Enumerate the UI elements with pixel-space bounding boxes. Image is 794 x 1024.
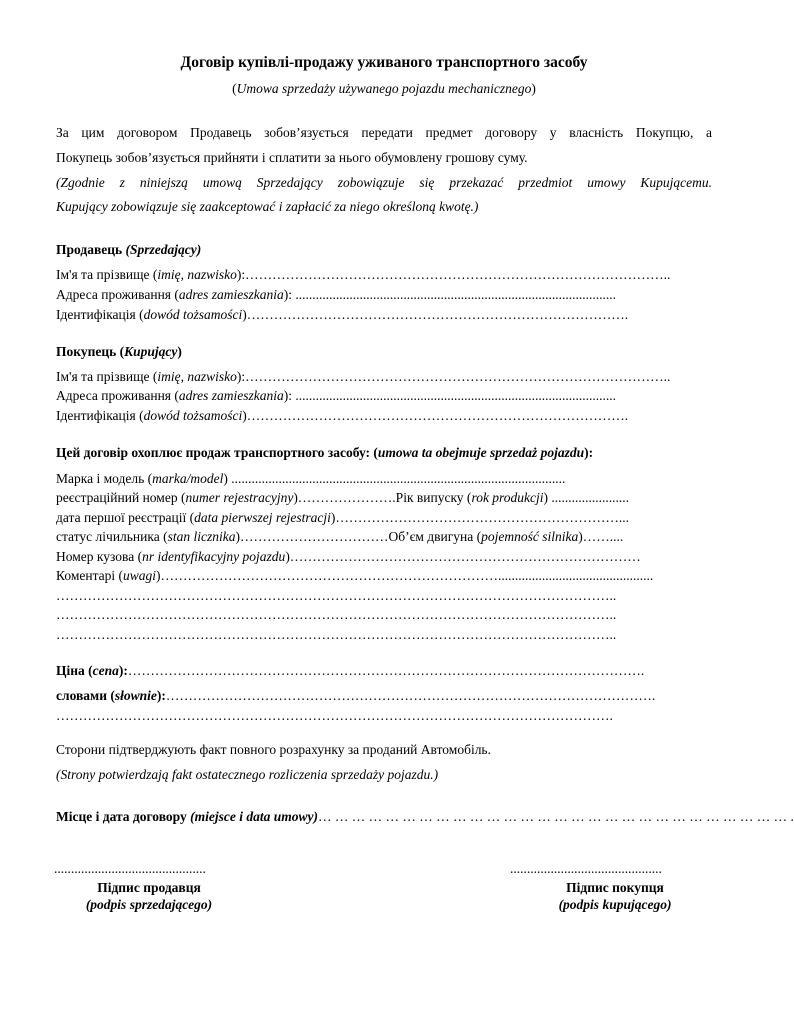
document-title: Договір купівлі-продажу уживаного транспортного засобу [180, 54, 588, 71]
buyer-id-field[interactable]: Ідентифікація (dowód tożsamości)…………………………………………………………………………. [56, 408, 629, 423]
buyer-signature-line[interactable]: ............................................. [510, 861, 662, 876]
price-blank-line[interactable]: ……………………………………………………………………………………………………………. [56, 708, 613, 723]
buyer-signature-label-pl: (podpis kupującego) [558, 897, 672, 912]
payment-confirmation-pl: (Strony potwierdzają fakt ostatecznego rozliczenia sprzedaży pojazdu.) [56, 767, 439, 782]
seller-signature-label-pl: (podpis sprzedającego) [85, 897, 213, 912]
seller-signature-block [54, 860, 244, 913]
notes-blank-line-2[interactable]: …………………………………………………………………………………………………………….. [56, 607, 617, 622]
buyer-heading: Покупець (Kupujący) [56, 344, 182, 359]
seller-id-field[interactable]: Ідентифікація (dowód tożsamości)…………………………………………………………………………. [56, 307, 629, 322]
vehicle-notes-field[interactable]: Коментарі (uwagi)………………………………………………………………….............................................. [56, 568, 654, 583]
vehicle-make-field[interactable]: Марка і модель (marka/model) ................................................................................................... [56, 471, 566, 486]
vehicle-first-registration-field[interactable]: дата першої реєстрації (data pierwszej rejestracji)………………………………………………………... [56, 510, 629, 525]
intro-pl-line-2: Kupujący zobowiązuje się zaakceptować i zapłacić za niego określoną kwotę.) [56, 199, 479, 214]
buyer-address-field[interactable]: Адреса проживання (adres zamieszkania): ............................................................................................... [56, 388, 617, 403]
vehicle-heading: Цей договір охоплює продаж транспортного засобу: (umowa ta obejmuje sprzedaż pojazdu): [56, 445, 594, 460]
seller-name-field[interactable]: Ім'я та прізвище (imię, nazwisko):………………………………………………………………………………….. [56, 267, 671, 282]
buyer-name-field[interactable]: Ім'я та прізвище (imię, nazwisko):………………………………………………………………………………….. [56, 369, 671, 384]
intro-line-2: Покупець зобов’язується прийняти і сплатити за нього обумовлену грошову суму. [56, 150, 528, 165]
notes-blank-line-1[interactable]: …………………………………………………………………………………………………………….. [56, 588, 617, 603]
buyer-signature-block [510, 860, 720, 913]
vehicle-vin-field[interactable]: Номер кузова (nr identyfikacyjny pojazdu)…………………………………………………………………… [56, 549, 641, 564]
seller-address-field[interactable]: Адреса проживання (adres zamieszkania): ............................................................................................... [56, 287, 617, 302]
payment-confirmation: Сторони підтверджують факт повного розрахунку за проданий Автомобіль. [56, 742, 491, 757]
seller-heading: Продавець (Sprzedający) [56, 242, 202, 257]
vehicle-odometer-engine-field[interactable]: статус лічильника (stan licznika)……………………………Об’єм двигуна (pojemność silnika)…….... [56, 529, 624, 544]
buyer-signature-label: Підпис покупця [566, 880, 664, 895]
place-date-field[interactable]: Місце і дата договору (miejsce i data umowy)… … … … … … … … … … … … … … … … … … … … … … … … … … … … . [56, 809, 794, 824]
intro-line-1: За цим договором Продавець зобов’язується передати предмет договору у власність Покупцю, а [56, 125, 712, 140]
intro-pl-line-1: (Zgodnie z niniejszą umową Sprzedający zobowiązuje się przekazać przedmiot umowy Kupującemu. [56, 175, 712, 190]
notes-blank-line-3[interactable]: …………………………………………………………………………………………………………….. [56, 627, 617, 642]
seller-signature-line[interactable]: ............................................. [54, 861, 206, 876]
document-subtitle: (Umowa sprzedaży używanego pojazdu mechanicznego) [232, 81, 536, 96]
price-words-field[interactable]: словами (słownie):………………………………………………………………………………………………. [56, 688, 656, 703]
seller-signature-label: Підпис продавця [97, 880, 201, 895]
price-field[interactable]: Ціна (cena):……………………………………………………………………………………………………. [56, 663, 645, 678]
vehicle-reg-year-field[interactable]: реєстраційний номер (numer rejestracyjny)………………….Рік випуску (rok produkcji) ....................... [56, 490, 630, 505]
